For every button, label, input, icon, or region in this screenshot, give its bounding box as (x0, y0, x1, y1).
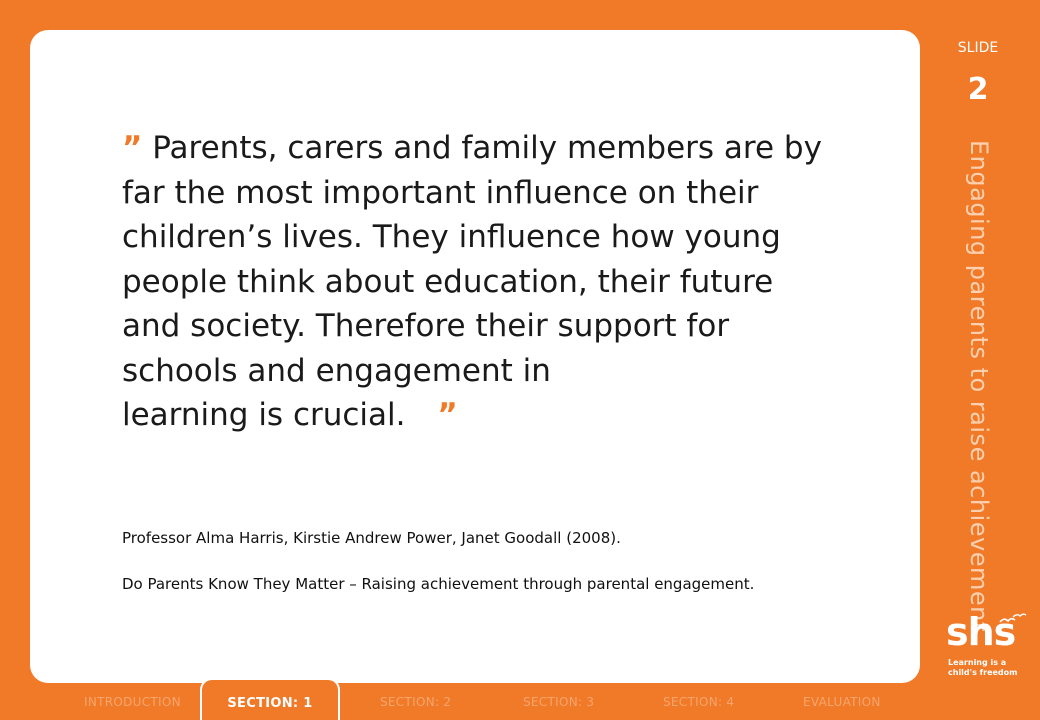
logo-tagline (948, 658, 1028, 678)
birds-icon (998, 612, 1028, 628)
slide-number: 2 (967, 72, 989, 107)
tab-introduction[interactable]: INTRODUCTION (84, 695, 181, 709)
logo-brand: shs (946, 610, 1016, 654)
open-quote-mark: ” (122, 130, 143, 166)
tab-evaluation[interactable]: EVALUATION (803, 695, 881, 709)
citation-authors: Professor Alma Harris, Kirstie Andrew Power, Janet Goodall (2008). (122, 529, 621, 547)
tab-section-1[interactable]: SECTION: 1 (200, 678, 340, 720)
tab-section-2[interactable]: SECTION: 2 (380, 695, 452, 709)
tab-section-3[interactable]: SECTION: 3 (523, 695, 595, 709)
logo-tagline-line2: child's freedom (948, 668, 1018, 677)
section-tab-bar (0, 683, 940, 720)
tab-section-4[interactable]: SECTION: 4 (663, 695, 735, 709)
citation-block (122, 529, 882, 621)
quote-block (122, 126, 822, 438)
slide-label: SLIDE (957, 40, 999, 56)
presentation-title (965, 140, 1001, 632)
citation-title: Do Parents Know They Matter – Raising achievement through parental engagement. (122, 575, 755, 593)
quote-text: Parents, carers and family members are by far the most important influence on their children’s lives. They influence how young people think about education, their future and society. Therefore their support for schools and engagement in (122, 130, 822, 389)
close-quote-mark: ” (437, 397, 458, 433)
logo-tagline-line1: Learning is a (948, 658, 1007, 667)
shs-logo (946, 610, 1030, 690)
quote-last-line: learning is crucial. (122, 397, 406, 433)
presentation-title-text: Engaging parents to raise achievement (965, 140, 993, 632)
